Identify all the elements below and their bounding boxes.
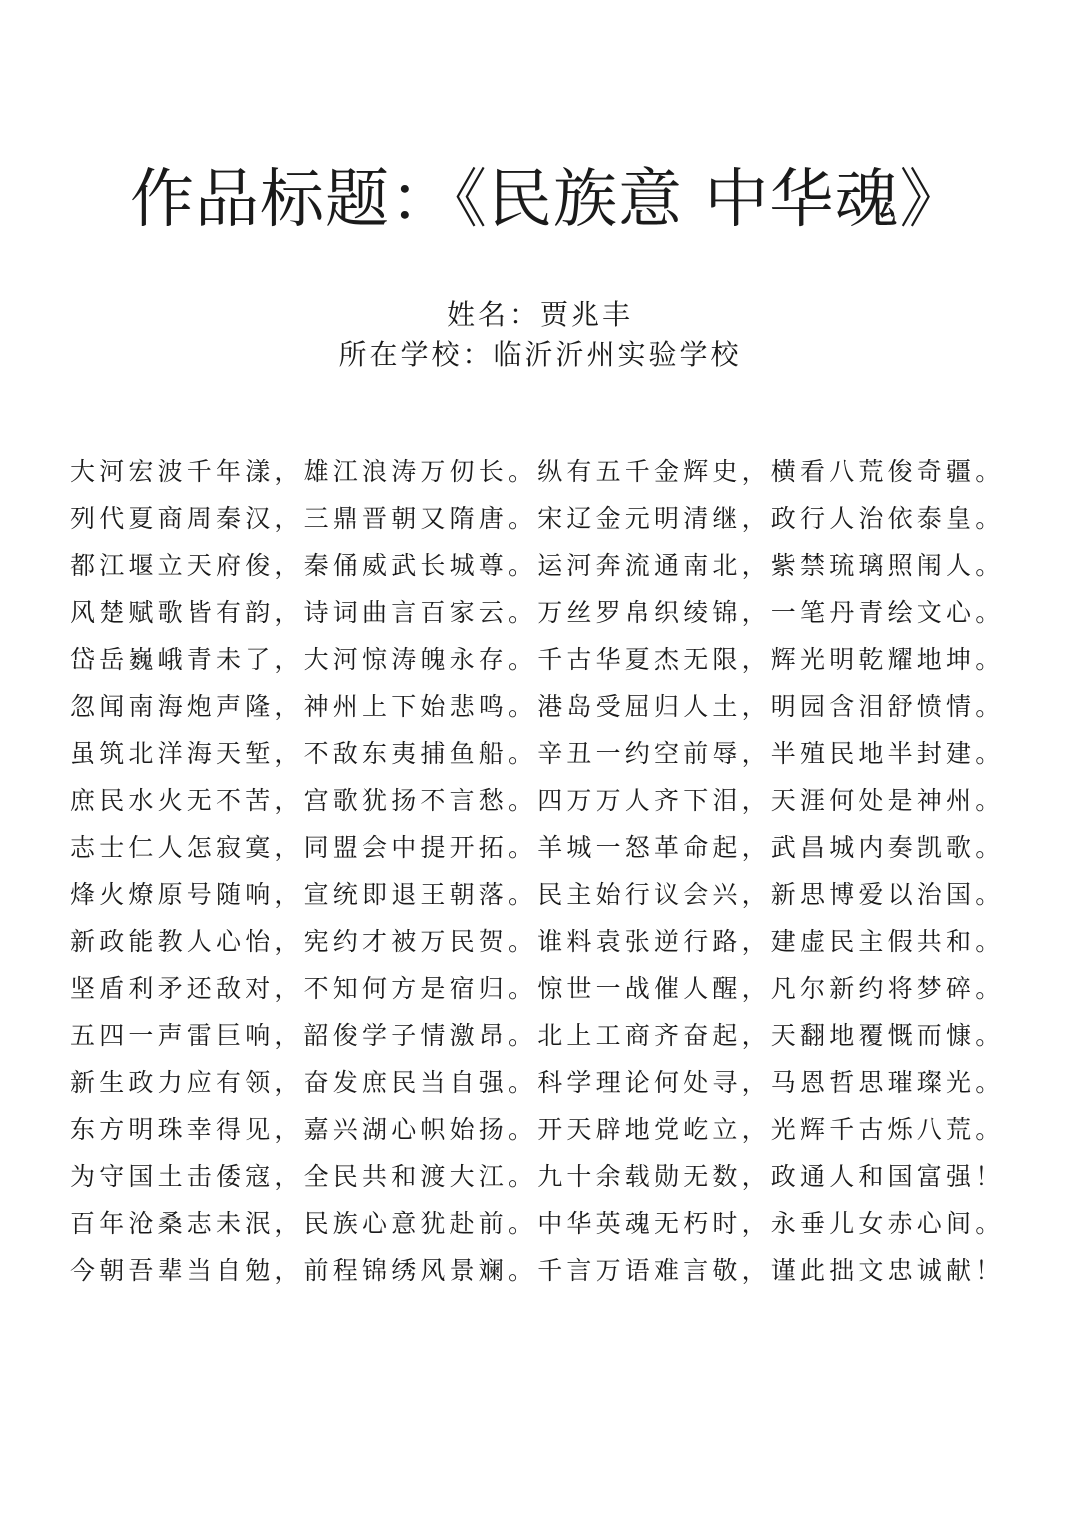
poem-line: 列代夏商周秦汉，三鼎晋朝又隋唐。宋辽金元明清继，政行人治依泰皇。 (70, 504, 1005, 533)
author-name: 姓名：贾兆丰 (446, 298, 633, 331)
poem-line: 为守国土击倭寇，全民共和渡大江。九十余载勋无数，政通人和国富强！ (70, 1162, 1005, 1191)
poem-line: 新政能教人心怡，宪约才被万民贺。谁料袁张逆行路，建虚民主假共和。 (70, 927, 1005, 956)
poem-line: 新生政力应有领，奋发庶民当自强。科学理论何处寻，马恩哲思璀璨光。 (70, 1068, 1005, 1097)
poem-line: 百年沧桑志未泯，民族心意犹赴前。中华英魂无朽时，永垂儿女赤心间。 (70, 1209, 1005, 1238)
poem-line: 岱岳巍峨青未了，大河惊涛魄永存。千古华夏杰无限，辉光明乾耀地坤。 (70, 645, 1005, 674)
poem-line: 都江堰立天府俊，秦俑威武长城尊。运河奔流通南北，紫禁琉璃照闱人。 (70, 551, 1005, 580)
poem-line: 风楚赋歌皆有韵，诗词曲言百家云。万丝罗帛织绫锦，一笔丹青绘文心。 (70, 598, 1005, 627)
poem-line: 虽筑北洋海天堑，不敌东夷捕鱼船。辛丑一约空前辱，半殖民地半封建。 (70, 739, 1005, 768)
poem-line: 庶民水火无不苦，宫歌犹扬不言愁。四万万人齐下泪，天涯何处是神州。 (70, 786, 1005, 815)
poem-line: 烽火燎原号随响，宣统即退王朝落。民主始行议会兴，新思博爱以治国。 (70, 880, 1005, 909)
poem-line: 志士仁人怎寂寞，同盟会中提开拓。羊城一怒革命起，武昌城内奏凯歌。 (70, 833, 1005, 862)
poem-line: 五四一声雷巨响，韶俊学子情激昂。北上工商齐奋起，天翻地覆慨而慷。 (70, 1021, 1005, 1050)
poem-body (70, 448, 1040, 1294)
poem-line: 东方明珠幸得见，嘉兴湖心帜始扬。开天辟地党屹立，光辉千古烁八荒。 (70, 1115, 1005, 1144)
author-school: 所在学校：临沂沂州实验学校 (338, 338, 742, 371)
poem-line: 坚盾利矛还敌对，不知何方是宿归。惊世一战催人醒，凡尔新约将梦碎。 (70, 974, 1005, 1003)
poem-line: 大河宏波千年漾，雄江浪涛万仞长。纵有五千金辉史，横看八荒俊奇疆。 (70, 457, 1005, 486)
poem-line: 忽闻南海炮声隆，神州上下始悲鸣。港岛受屈归人土，明园含泪舒愤情。 (70, 692, 1005, 721)
poem-line: 今朝吾辈当自勉，前程锦绣风景斓。千言万语难言敬，谨此拙文忠诚献！ (70, 1256, 1005, 1285)
work-title: 作品标题：《民族意 中华魂》 (130, 163, 965, 237)
